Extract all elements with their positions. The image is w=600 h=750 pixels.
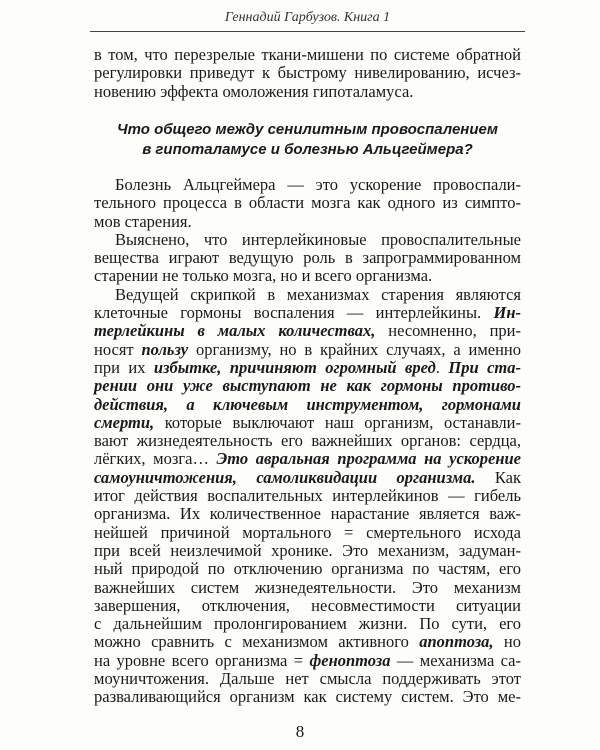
text-line xyxy=(94,304,521,322)
text-line xyxy=(94,560,521,578)
text-run: итог действия воспалительных интерлейкинов — гибель xyxy=(94,486,521,506)
text-run: нейшей причиной мортального = смертельного исхода xyxy=(94,522,521,542)
paragraph xyxy=(94,286,521,707)
text-run: тельного процесса в области мозга как одного из симпто- xyxy=(94,193,521,213)
paragraph xyxy=(94,176,521,231)
text-run: завершения, отключения, несовместимости ситуации xyxy=(94,595,521,615)
text-line xyxy=(94,194,521,212)
text-line xyxy=(94,64,521,82)
text-line xyxy=(94,322,521,340)
text-run: при всей неизлечимой хронике. Это механизм, задуман- xyxy=(94,540,521,560)
text-line xyxy=(94,341,521,359)
text-line xyxy=(94,231,521,249)
running-header: Геннадий Гарбузов. Книга 1 xyxy=(224,10,391,25)
text-run: старении не только мозга, но и всего организма. xyxy=(94,266,433,286)
text-line xyxy=(94,213,521,231)
emphasis-text: терлейкины в малых количествах, xyxy=(94,321,376,341)
text-run: организма. Их количественное нарастание является важ- xyxy=(94,504,521,524)
text-run: новению эффекта омоложения гипоталамуса. xyxy=(94,81,414,101)
text-run: разваливающийся организм как систему систем. Это ме- xyxy=(94,687,521,707)
text-run: Ведущей скрипкой в механизмах старения являются xyxy=(115,284,521,304)
text-line xyxy=(94,524,521,542)
text-line xyxy=(94,688,521,706)
text-line xyxy=(94,46,521,64)
text-line xyxy=(94,286,521,304)
heading-line: Что общего между сенилитным провоспалением xyxy=(117,121,498,138)
text-line xyxy=(94,505,521,523)
text-run: вают жизнедеятельность его важнейших органов: сердца, xyxy=(94,431,521,451)
text-line xyxy=(94,579,521,597)
text-run: в том, что перезрелые ткани-мишени по системе обратной xyxy=(94,45,521,64)
paragraph xyxy=(94,46,521,101)
emphasis-text: самоуничтожения, самоликвидации организма. xyxy=(94,467,476,487)
text-line xyxy=(94,396,521,414)
text-line xyxy=(94,450,521,468)
text-line xyxy=(94,487,521,505)
emphasis-text: Ин- xyxy=(493,303,521,323)
header-rule xyxy=(90,31,525,32)
text-line xyxy=(94,249,521,267)
emphasis-text: При ста- xyxy=(448,357,521,377)
text-line xyxy=(94,359,521,377)
emphasis-text: пользу xyxy=(141,339,189,359)
text-run: несомненно, при- xyxy=(375,321,522,341)
text-line xyxy=(94,597,521,615)
text-line xyxy=(94,615,521,633)
emphasis-text: избытке, причиняют огромный вред xyxy=(153,357,436,377)
text-line xyxy=(94,267,521,285)
text-run: лёгких, мозга… xyxy=(94,449,217,469)
text-line xyxy=(94,377,521,395)
emphasis-text: смерти, xyxy=(94,412,155,432)
text-line xyxy=(94,83,521,101)
text-line xyxy=(94,469,521,487)
body-text xyxy=(94,176,521,707)
text-run: Выяснено, что интерлейкиновые провоспалительные xyxy=(115,229,521,249)
text-run: на уровне всего организма = xyxy=(94,650,310,670)
text-run: регулировки приведут к быстрому нивелированию, исчез- xyxy=(94,63,521,83)
text-run: можно сравнить с механизмом активного xyxy=(94,632,420,652)
text-run: Как xyxy=(475,467,521,487)
text-run: которые выключают наш организм, останавли- xyxy=(154,412,521,432)
emphasis-text: апоптоза, xyxy=(419,632,494,652)
heading-line: в гипоталамусе и болезнью Альцгеймера? xyxy=(142,140,473,158)
text-line xyxy=(94,652,521,670)
text-run: важнейших систем жизнедеятельности. Это механизм xyxy=(94,577,521,597)
text-run: моуничтожения. Дальше нет смысла поддерживать этот xyxy=(94,669,521,689)
intro-paragraph xyxy=(94,46,521,101)
text-run: вещества играют ведущую роль в запрограммированном xyxy=(94,248,521,268)
text-line xyxy=(94,176,521,194)
emphasis-text: рении они уже выступают не как гормоны противо- xyxy=(94,376,521,396)
text-run: при их xyxy=(94,357,154,377)
emphasis-text: действия, а ключевым инструментом, гормонами xyxy=(94,394,521,414)
text-run: мов старения. xyxy=(94,211,192,231)
text-line xyxy=(94,432,521,450)
page-number: 8 xyxy=(295,722,305,741)
text-run: организму, но в крайних случаях, а именно xyxy=(188,339,521,359)
emphasis-text: феноптоза xyxy=(309,650,391,670)
text-run: клеточные гормоны воспаления — интерлейкины. xyxy=(94,303,494,323)
text-run: носят xyxy=(94,339,142,359)
text-line xyxy=(94,542,521,560)
text-line xyxy=(94,670,521,688)
section-heading xyxy=(90,120,525,159)
text-run: Болезнь Альцгеймера — это ускорение провоспали- xyxy=(115,175,521,194)
text-run: с дальнейшим пролонгированием жизни. По сути, его xyxy=(94,614,521,634)
text-run: . xyxy=(435,357,449,377)
emphasis-text: Это авральная программа на ускорение xyxy=(216,449,521,469)
text-run: но xyxy=(493,632,521,652)
text-run: ный природой по отключению организма по частям, его xyxy=(94,559,521,579)
paragraph xyxy=(94,231,521,286)
text-line xyxy=(94,633,521,651)
text-line xyxy=(94,414,521,432)
text-run: — механизма са- xyxy=(390,650,522,670)
